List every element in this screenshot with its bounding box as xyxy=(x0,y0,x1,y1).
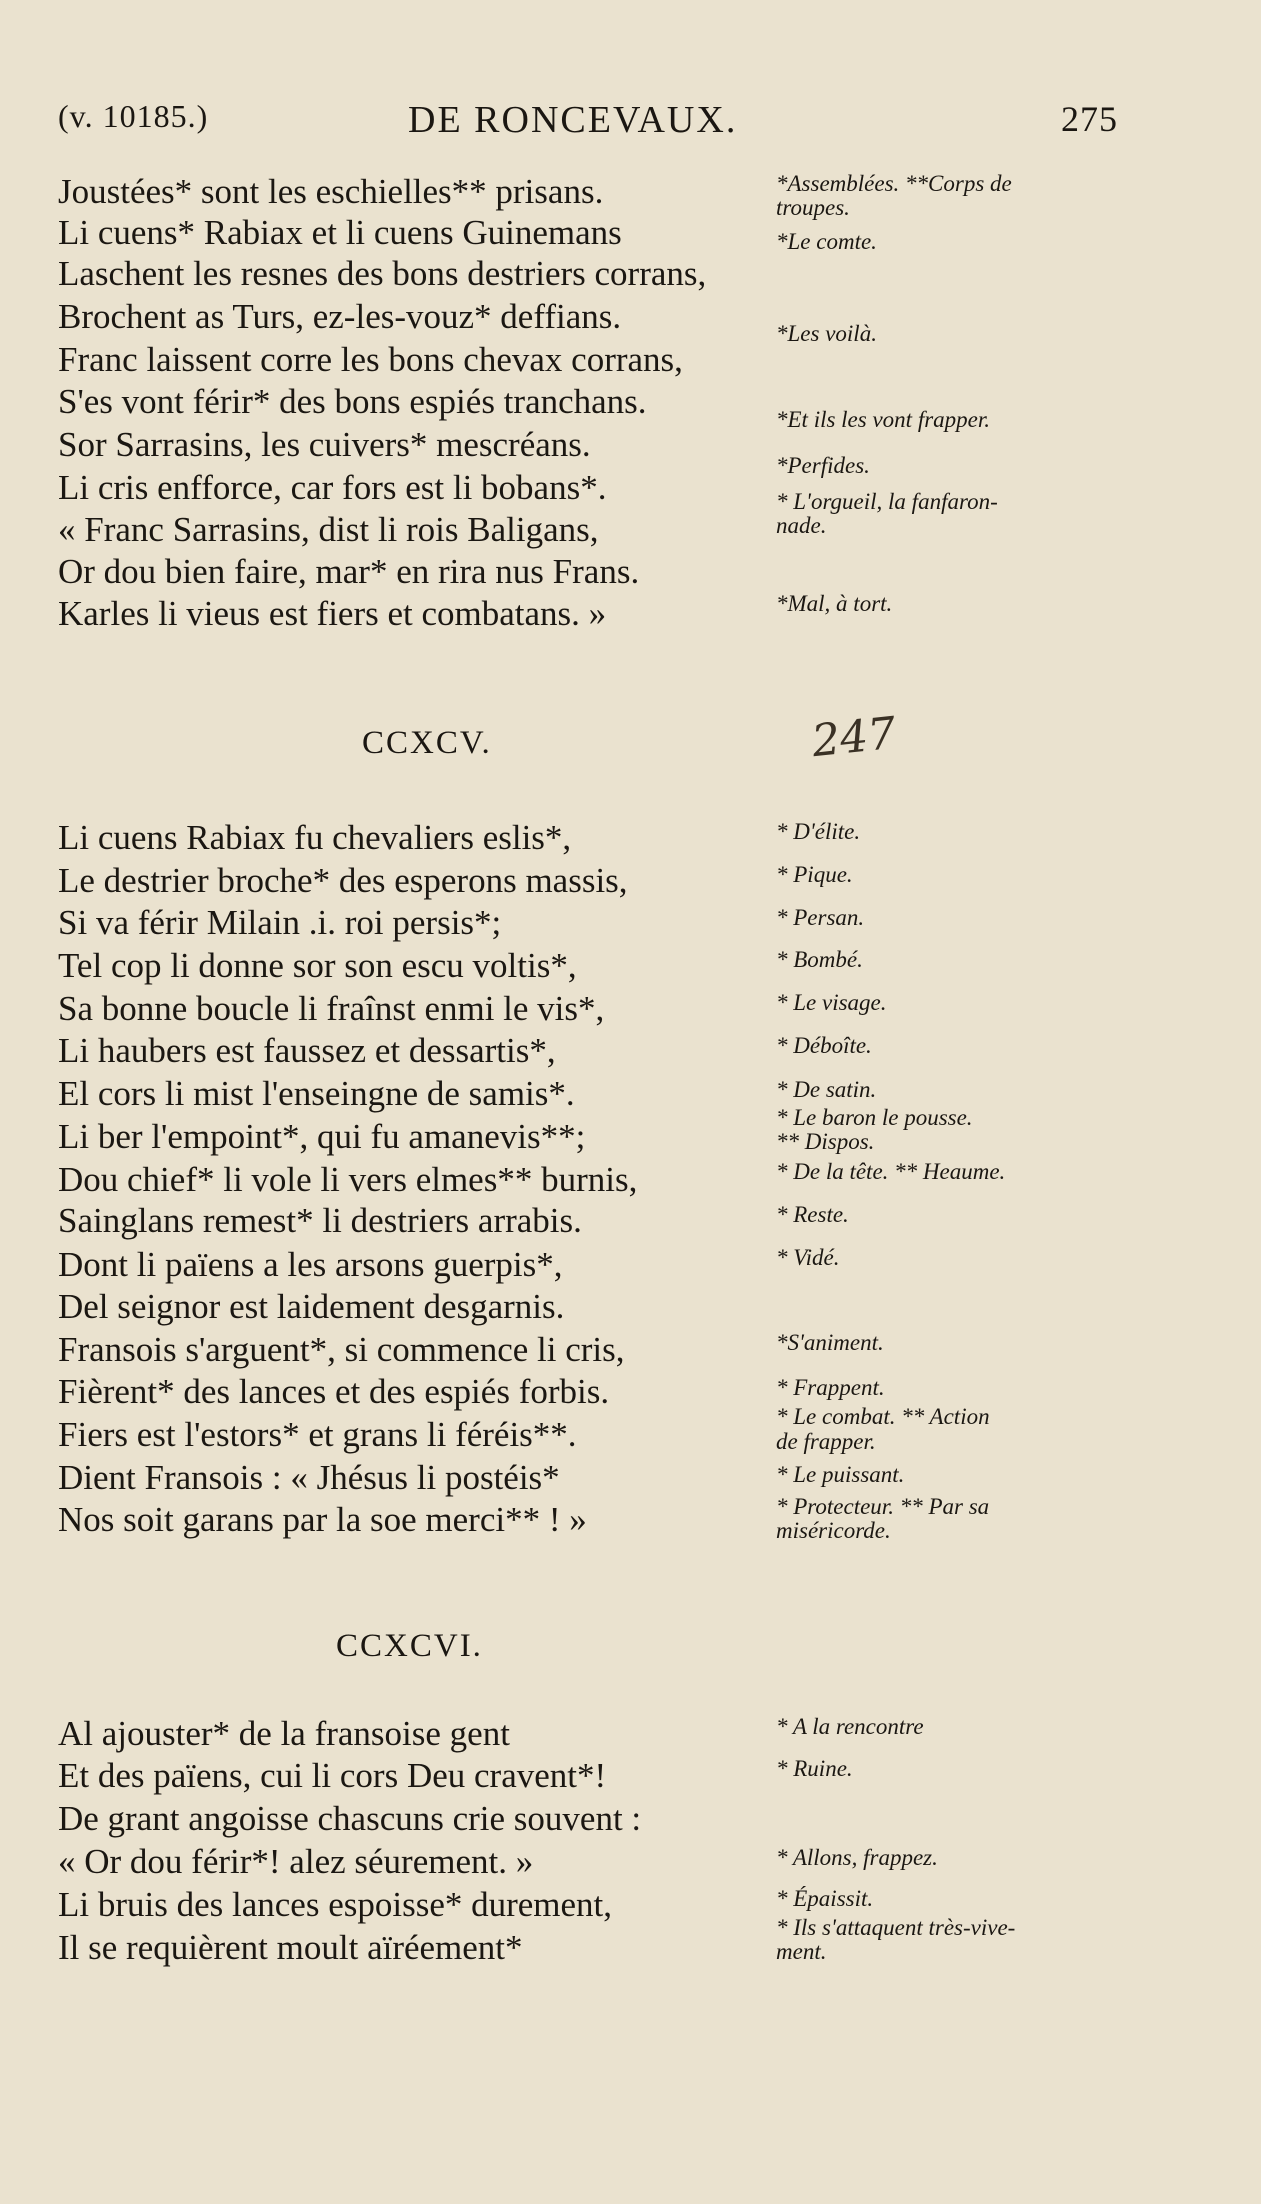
verse-line: Or dou bien faire, mar* en rira nus Frans. xyxy=(58,552,640,591)
gloss-note: * A la rencontre xyxy=(776,1714,924,1739)
verse-line: El cors li mist l'enseingne de samis*. xyxy=(58,1074,575,1113)
gloss-note: * Le visage. xyxy=(776,990,887,1015)
verse-line: Et des païens, cui li cors Deu cravent*! xyxy=(58,1756,607,1795)
gloss-note: *Perfides. xyxy=(776,453,870,478)
handwritten-note: 247 xyxy=(809,707,899,768)
verse-line: Laschent les resnes des bons destriers corrans, xyxy=(58,254,707,293)
verse-line: Li bruis des lances espoisse* durement, xyxy=(58,1885,613,1924)
gloss-note: * Pique. xyxy=(776,862,853,887)
verse-line: Tel cop li donne sor son escu voltis*, xyxy=(58,946,577,985)
verse-line: Li haubers est faussez et dessartis*, xyxy=(58,1031,556,1070)
verse-line: Dont li païens a les arsons guerpis*, xyxy=(58,1245,563,1284)
verse-line: « Or dou férir*! alez séurement. » xyxy=(58,1842,534,1881)
verse-line: Karles li vieus est fiers et combatans. » xyxy=(58,594,607,633)
verse-line: Li cuens Rabiax fu chevaliers eslis*, xyxy=(58,818,572,857)
gloss-note: * Ils s'attaquent très-vive- xyxy=(776,1915,1016,1940)
gloss-note: nade. xyxy=(776,513,827,538)
gloss-note: *Mal, à tort. xyxy=(776,591,893,616)
verse-line: Le destrier broche* des esperons massis, xyxy=(58,861,628,900)
running-title: DE RONCEVAUX. xyxy=(408,99,738,141)
gloss-note: * Déboîte. xyxy=(776,1033,872,1058)
gloss-note: * Persan. xyxy=(776,905,865,930)
gloss-note: * Épaissit. xyxy=(776,1886,874,1911)
gloss-note: * Le combat. ** Action xyxy=(776,1404,990,1429)
verse-line: Si va férir Milain .i. roi persis*; xyxy=(58,903,502,942)
verse-line: Brochent as Turs, ez-les-vouz* deffians. xyxy=(58,297,622,336)
verse-line: Sa bonne boucle li fraînst enmi le vis*, xyxy=(58,989,605,1028)
gloss-note: * Vidé. xyxy=(776,1245,840,1270)
verse-line: Franc laissent corre les bons chevax corrans, xyxy=(58,340,683,379)
gloss-note: * Protecteur. ** Par sa xyxy=(776,1494,990,1519)
page-header xyxy=(58,98,1118,142)
verse-line: Dient Fransois : « Jhésus li postéis* xyxy=(58,1458,560,1497)
page-number: 275 xyxy=(1061,99,1118,139)
gloss-note: * D'élite. xyxy=(776,819,861,844)
gloss-note: * Frappent. xyxy=(776,1375,885,1400)
gloss-note: *Le comte. xyxy=(776,229,877,254)
verse-line: Li ber l'empoint*, qui fu amanevis**; xyxy=(58,1117,586,1156)
verse-line: « Franc Sarrasins, dist li rois Baligans, xyxy=(58,510,599,549)
verse-line: Il se requièrent moult aïréement* xyxy=(58,1928,523,1967)
gloss-note: *S'animent. xyxy=(776,1330,884,1355)
verse-line: Joustées* sont les eschielles** prisans. xyxy=(58,172,604,211)
gloss-note: * De la tête. ** Heaume. xyxy=(776,1159,1006,1184)
verse-range: (v. 10185.) xyxy=(58,98,209,134)
gloss-note: ment. xyxy=(776,1939,827,1964)
verse-line: Sainglans remest* li destriers arrabis. xyxy=(58,1201,582,1240)
verse-line: Nos soit garans par la soe merci** ! » xyxy=(58,1500,587,1539)
gloss-note: * Reste. xyxy=(776,1202,849,1227)
gloss-note: ** Dispos. xyxy=(776,1129,875,1154)
verse-line: Dou chief* li vole li vers elmes** burnis, xyxy=(58,1160,638,1199)
verse-line: Li cris enfforce, car fors est li bobans*. xyxy=(58,468,607,507)
gloss-note: *Les voilà. xyxy=(776,321,877,346)
verse-line: Sor Sarrasins, les cuivers* mescréans. xyxy=(58,425,591,464)
gloss-note: miséricorde. xyxy=(776,1518,891,1543)
gloss-note: de frapper. xyxy=(776,1429,876,1454)
verse-line: Fièrent* des lances et des espiés forbis. xyxy=(58,1372,610,1411)
gloss-note: * Ruine. xyxy=(776,1756,853,1781)
verse-line: S'es vont férir* des bons espiés tranchans. xyxy=(58,382,647,421)
verse-line: Fransois s'arguent*, si commence li cris, xyxy=(58,1330,625,1369)
section-heading: CCXCV. xyxy=(362,725,492,761)
section-heading: CCXCVI. xyxy=(336,1628,483,1664)
verse-line: De grant angoisse chascuns crie souvent : xyxy=(58,1799,642,1838)
verse-line: Del seignor est laidement desgarnis. xyxy=(58,1287,565,1326)
gloss-note: troupes. xyxy=(776,195,850,220)
gloss-note: * De satin. xyxy=(776,1077,877,1102)
gloss-note: * Le puissant. xyxy=(776,1462,905,1487)
verse-line: Fiers est l'estors* et grans li féréis**. xyxy=(58,1415,577,1454)
gloss-note: *Et ils les vont frapper. xyxy=(776,407,991,432)
gloss-note: * Le baron le pousse. xyxy=(776,1105,973,1130)
gloss-note: * Allons, frappez. xyxy=(776,1845,938,1870)
gloss-note: * Bombé. xyxy=(776,947,863,972)
gloss-note: *Assemblées. **Corps de xyxy=(776,171,1012,196)
verse-line: Li cuens* Rabiax et li cuens Guinemans xyxy=(58,213,622,252)
gloss-note: * L'orgueil, la fanfaron- xyxy=(776,489,998,514)
verse-line: Al ajouster* de la fransoise gent xyxy=(58,1714,510,1753)
